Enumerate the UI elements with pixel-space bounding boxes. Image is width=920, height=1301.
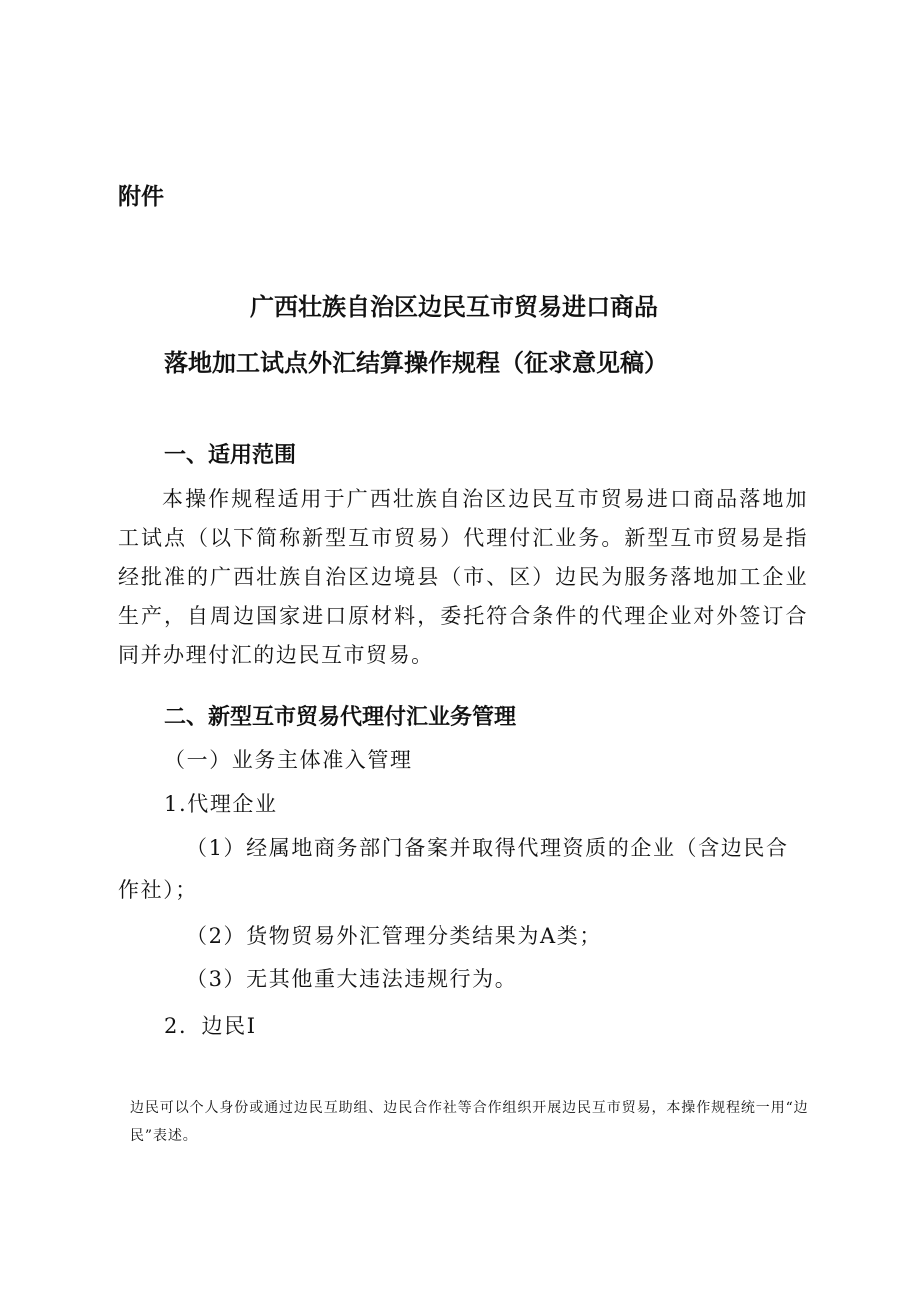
agent-requirement-1: （1）经属地商务部门备案并取得代理资质的企业（含边民合 <box>186 836 789 860</box>
item-border-residents: 2．边民I <box>164 1014 257 1038</box>
section-heading-scope: 一、适用范围 <box>164 443 297 468</box>
agent-requirement-1-continued: 作社）； <box>118 878 198 902</box>
subsection-access-management: （一）业务主体准入管理 <box>164 748 413 772</box>
agent-requirement-2: （2）货物贸易外汇管理分类结果为A类； <box>186 924 602 948</box>
section-heading-management: 二、新型互市贸易代理付汇业务管理 <box>164 705 517 730</box>
attachment-label: 附件 <box>118 184 164 210</box>
scope-paragraph: 本操作规程适用于广西壮族自治区边民互市贸易进口商品落地加工试点（以下简称新型互市贸易）代理付汇业务。新型互市贸易是指经批准的广西壮族自治区边境县（市、区）边民为服务落地加工企业生产，自周边国家进口原材料，委托符合条件的代理企业对外签订合同并办理付汇的边民互市贸易。 <box>118 487 808 667</box>
document-title-line-2: 落地加工试点外汇结算操作规程（征求意见稿） <box>164 349 668 377</box>
footnote: 边民可以个人身份或通过边民互助组、边民合作社等合作组织开展边民互市贸易，本操作规程统一用“边民”表述。 <box>130 1100 809 1144</box>
agent-requirement-3: （3）无其他重大违法违规行为。 <box>186 967 518 991</box>
item-agent-enterprise: 1.代理企业 <box>164 792 278 816</box>
document-title-line-1: 广西壮族自治区边民互市贸易进口商品 <box>250 293 658 321</box>
